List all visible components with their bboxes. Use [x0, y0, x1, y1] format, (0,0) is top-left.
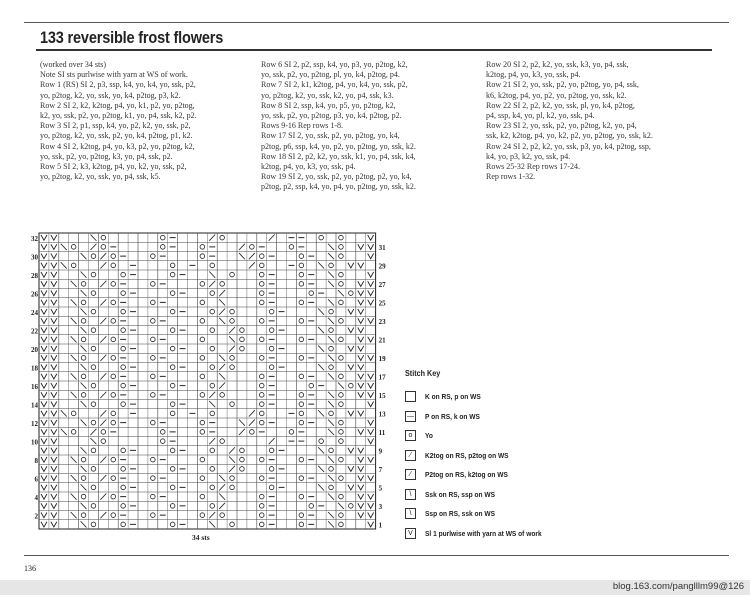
instruction-line: Row 17 SI 2, yo, ssk, p2, yo, p2tog, yo, k4,: [261, 131, 400, 141]
instruction-line: Rows 9-16 Rep rows 1-8.: [261, 121, 343, 131]
pattern-title: 133 reversible frost flowers: [40, 29, 224, 47]
stitch-key-label: P on RS, k on WS: [425, 411, 480, 421]
row-number-left: 26: [31, 290, 38, 299]
row-number-left: 2: [34, 512, 38, 521]
instruction-line: yo, ssk, p2, yo, p2tog, pl, yo, k4, p2tog, p4.: [261, 70, 400, 80]
instruction-line: Row 5 SI 2, k3, k2tog, p4, yo, k2, yo, ssk, p2,: [40, 162, 187, 172]
row-number-right: 31: [378, 244, 386, 252]
row-number-right: 5: [378, 484, 383, 493]
instruction-line: p2tog, p6, ssp, k4, yo, p2, yo, p2tog, yo, ssk, k2.: [261, 141, 416, 151]
instruction-line: p4, ssp, k4, yo, pl, k2, yo, ssk, p4.: [486, 111, 595, 121]
stitch-key-symbol: —: [407, 412, 414, 420]
instruction-line: Rows 25-32 Rep rows 17-24.: [486, 162, 580, 172]
instruction-line: Row 19 SI 2, yo, ssk, p2, yo, p2tog, p2, yo, k4,: [261, 172, 412, 182]
stitch-key-item: [405, 407, 558, 427]
stitch-key-symbol: V: [405, 528, 416, 539]
instruction-line: yo, p2tog, k2, yo, ssk, p2, yo, k4, p2tog, p1, k2.: [40, 131, 193, 141]
bottom-rule: [24, 555, 729, 556]
row-number-right: 3: [378, 503, 383, 511]
knitting-chart-grid: [30, 230, 400, 530]
stitch-key-symbol: ⁄: [405, 469, 416, 480]
row-number-left: 10: [31, 438, 38, 447]
row-number-right: 19: [378, 355, 386, 363]
instruction-line: Row 4 SI 2, k2tog, p4, yo, k3, p2, yo, p2tog, k2,: [40, 141, 195, 151]
instruction-line: yo, p2tog, k2, yo, ssk, yo, p4, ssk, k5.: [40, 172, 161, 182]
row-number-left: 16: [31, 382, 38, 391]
instruction-line: Rep rows 1-32.: [486, 172, 536, 182]
stitch-key-symbol: \: [405, 508, 416, 519]
row-number-left: 24: [31, 308, 38, 317]
stitch-key: [405, 369, 558, 543]
watermark: blog.163.com/panglllm99@126: [612, 581, 744, 592]
page-number: 136: [24, 564, 36, 573]
stitch-key-symbol: [405, 391, 416, 402]
stitch-key-item: [405, 465, 558, 485]
row-number-left: 32: [31, 234, 38, 243]
instruction-line: Note SI sts purlwise with yarn at WS of work.: [40, 70, 188, 80]
row-number-left: 28: [31, 271, 38, 280]
instructions-column-2: [261, 60, 476, 193]
row-number-left: 14: [31, 401, 38, 410]
row-number-right: 25: [378, 299, 386, 308]
instruction-line: Row 8 SI 2, ssp, k4, yo, p5, yo, p2tog, k2,: [261, 100, 396, 110]
stitch-count-label: 34 sts: [192, 533, 210, 542]
stitch-key-symbol: \: [405, 489, 416, 500]
row-number-left: 22: [31, 327, 38, 336]
row-number-right: 23: [378, 318, 386, 326]
row-number-right: 13: [378, 410, 386, 419]
stitch-key-title: Stitch Key: [405, 369, 441, 378]
row-number-right: 27: [378, 281, 386, 289]
instruction-line: Row 18 SI 2, p2, k2, yo, ssk, k1, yo, p4, ssk, k4,: [261, 151, 416, 161]
stitch-key-item: [405, 485, 558, 505]
row-number-right: 9: [378, 447, 383, 456]
instructions-column-1: [40, 60, 255, 182]
instruction-line: Row 6 SI 2, p2, ssp, k4, yo, p3, yo, p2tog, k2,: [261, 60, 408, 69]
row-number-right: 17: [378, 373, 386, 382]
row-number-right: 11: [378, 429, 386, 437]
instruction-line: Row 1 (RS) SI 2, p3, ssp, k4, yo, k4, yo, ssk, p2,: [40, 80, 196, 90]
row-number-right: 1: [378, 521, 383, 530]
instruction-line: p2tog, p2, ssp, k4, yo, p4, yo, p2tog, yo, ssk, k2.: [261, 182, 416, 192]
instruction-line: Row 21 SI 2, yo, ssk, p2, yo, p2tog, yo, p4, ssk,: [486, 80, 639, 90]
stitch-key-label: Sl 1 purlwise with yarn at WS of work: [425, 528, 542, 538]
instruction-line: k2tog, p4, yo, k3, yo, ssk, p4.: [261, 162, 356, 172]
instruction-line: yo, p2tog, k2, yo, ssk, k2, yo, p4, ssk, k3.: [261, 90, 394, 100]
row-number-left: 4: [34, 493, 38, 502]
stitch-key-label: K2tog on RS, p2tog on WS: [425, 450, 509, 460]
instruction-line: ssk, k2, k2tog, p4, yo, k2, p2, yo, p2tog, yo, ssk, k2.: [486, 131, 653, 141]
instruction-line: Row 20 SI 2, p2, k2, yo, ssk, k3, yo, p4, ssk,: [486, 60, 629, 69]
stitch-key-label: Ssp on RS, ssk on WS: [425, 509, 496, 519]
stitch-key-item: [405, 524, 558, 544]
stitch-key-label: Yo: [425, 431, 433, 441]
instruction-line: Row 7 SI 2, k1, k2tog, p4, yo, k4, yo, ssk, p2,: [261, 80, 408, 90]
instruction-line: k6, k2tog, p4, yo, p2, yo, p2tog, yo, ssk, k2.: [486, 90, 627, 100]
row-number-left: 30: [31, 253, 38, 262]
top-rule: [24, 22, 729, 23]
instruction-line: Row 3 SI 2, p1, ssp, k4, yo, p2, k2, yo, ssk, p2,: [40, 121, 191, 131]
instruction-line: Row 24 SI 2, p2, k2, yo, ssk, p3, yo, k4, p2tog, ssp,: [486, 141, 651, 151]
row-number-left: 20: [31, 345, 38, 354]
stitch-key-label: P2tog on RS, k2tog on WS: [425, 470, 508, 480]
stitch-key-item: [405, 426, 558, 446]
instruction-line: yo, ssk, p2, yo, p2tog, p3, yo, k4, p2tog, p2.: [261, 111, 402, 121]
instruction-line: Row 23 SI 2, yo, ssk, p2, yo, p2tog, k2, yo, p4,: [486, 121, 637, 131]
row-number-right: 29: [378, 262, 386, 271]
knitting-chart: [30, 230, 400, 535]
instruction-line: yo, ssk, p2, yo, p2tog, k3, yo, p4, ssk, p2.: [40, 151, 173, 161]
stitch-key-label: Ssk on RS, ssp on WS: [425, 489, 496, 499]
row-number-right: 7: [378, 466, 383, 474]
stitch-key-symbol: ⁄: [405, 450, 416, 461]
title-rule: [36, 49, 712, 51]
stitch-key-item: [405, 446, 558, 466]
row-number-left: 18: [31, 364, 38, 373]
stitch-key-item: [405, 387, 558, 407]
instruction-line: Row 22 SI 2, p2, k2, yo, ssk, pl, yo, k4, p2tog,: [486, 100, 635, 110]
instructions-column-3: [486, 60, 701, 182]
row-number-right: 21: [378, 336, 386, 345]
row-number-right: 15: [378, 392, 386, 400]
instruction-line: k4, yo, p3, k2, yo, ssk, p4.: [486, 151, 571, 161]
instruction-line: Row 2 SI 2, k2, k2tog, p4, yo, k1, p2, yo, p2tog,: [40, 100, 195, 110]
instruction-line: (worked over 34 sts): [40, 60, 106, 69]
row-number-left: 8: [34, 456, 38, 465]
instruction-line: k2, yo, ssk, p2, yo, p2tog, k1, yo, p4, ssk, k2, p2.: [40, 111, 197, 121]
row-number-left: 6: [34, 475, 38, 484]
row-number-left: 12: [31, 419, 38, 428]
instruction-line: k2tog, p4, yo, k3, yo, ssk, p4.: [486, 70, 581, 80]
stitch-key-item: [405, 504, 558, 524]
instruction-line: yo, p2tog, k2, yo, ssk, yo, k4, p2tog, p3, k2.: [40, 90, 181, 100]
stitch-key-symbol: o: [405, 430, 416, 441]
stitch-key-label: K on RS, p on WS: [425, 392, 481, 402]
